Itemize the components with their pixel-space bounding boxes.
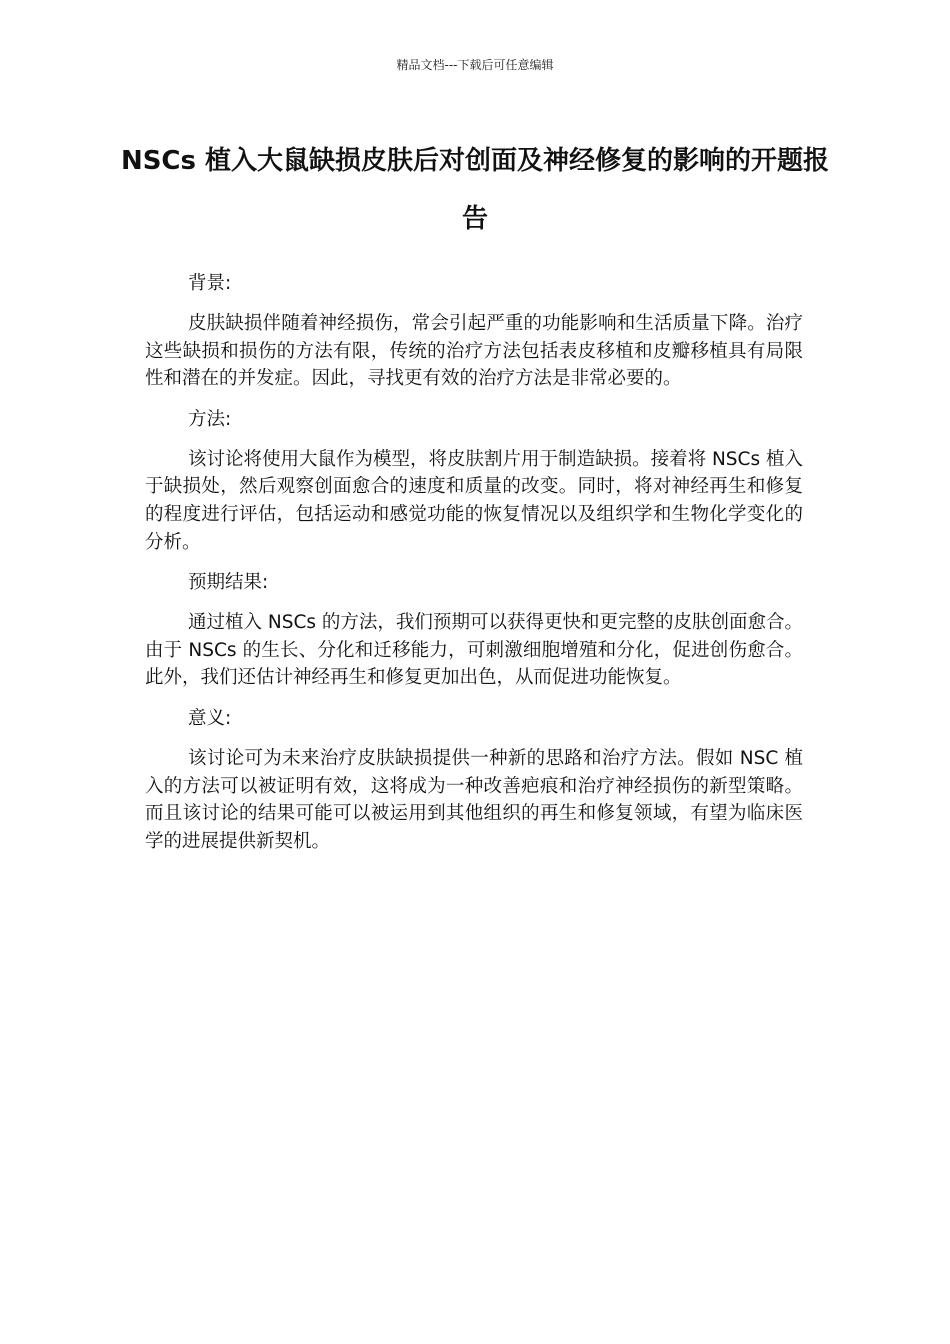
section-background [145, 270, 803, 393]
section-significance [145, 705, 803, 855]
section-paragraph: 皮肤缺损伴随着神经损伤，常会引起严重的功能影响和生活质量下降。治疗这些缺损和损伤的方法有限，传统的治疗方法包括表皮移植和皮瓣移植具有局限性和潜在的并发症。因此，寻找更有效的治疗方法是非常必要的。 [145, 313, 803, 390]
section-heading: 意义: [188, 707, 232, 729]
section-heading: 方法: [188, 408, 232, 430]
section-heading: 预期结果: [188, 572, 269, 594]
section-paragraph: 该讨论可为未来治疗皮肤缺损提供一种新的思路和治疗方法。假如 NSC 植入的方法可以被证明有效，这将成为一种改善疤痕和治疗神经损伤的新型策略。而且该讨论的结果可能可以被运用到其他组织的再生和修复领域，有望为临床医学的进展提供新契机。 [145, 747, 803, 852]
section-method [145, 406, 803, 556]
section-paragraph: 通过植入 NSCs 的方法，我们预期可以获得更快和更完整的皮肤创面愈合。由于 NSCs 的生长、分化和迁移能力，可刺激细胞增殖和分化，促进创伤愈合。此外，我们还估计神经再生和修复更加出色，从而促进功能恢复。 [145, 612, 803, 689]
section-expected-results [145, 569, 803, 692]
section-paragraph: 该讨论将使用大鼠作为模型，将皮肤割片用于制造缺损。接着将 NSCs 植入于缺损处，然后观察创面愈合的速度和质量的改变。同时，将对神经再生和修复的程度进行评估，包括运动和感觉功能的恢复情况以及组织学和生物化学变化的分析。 [145, 448, 803, 553]
section-heading: 背景: [188, 273, 232, 294]
document-title: NSCs 植入大鼠缺损皮肤后对创面及神经修复的影响的开题报告 [120, 146, 830, 234]
header-note: 精品文档---下载后可任意编辑 [396, 58, 554, 72]
document-body [145, 270, 803, 868]
